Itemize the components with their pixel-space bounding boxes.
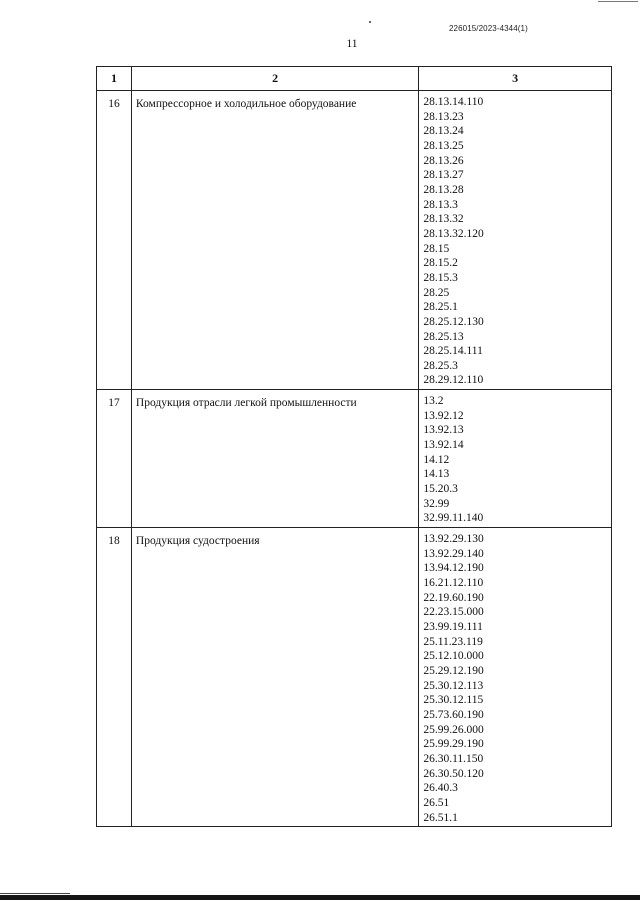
code-item: 28.13.3 — [423, 198, 458, 211]
column-header-3: 3 — [419, 67, 612, 91]
code-item: 23.99.19.111 — [423, 620, 483, 633]
column-header-2: 2 — [131, 67, 418, 91]
codes-table — [96, 66, 612, 827]
code-item: 26.30.11.150 — [423, 752, 484, 765]
row-codes — [419, 390, 612, 528]
column-header-1: 1 — [97, 67, 132, 91]
row-codes — [419, 528, 612, 827]
code-item: 13.92.13 — [423, 424, 464, 437]
row-codes — [419, 91, 612, 390]
code-item: 22.19.60.190 — [423, 591, 484, 604]
code-item: 25.99.26.000 — [423, 723, 484, 736]
row-name: Компрессорное и холодильное оборудование — [131, 91, 418, 390]
table-row — [97, 390, 612, 528]
code-item: 28.13.25 — [423, 139, 464, 152]
code-item: 14.13 — [423, 468, 450, 481]
row-number: 17 — [97, 390, 132, 528]
code-item: 26.51.1 — [423, 811, 458, 824]
code-item: 13.92.14 — [423, 439, 464, 452]
code-item: 28.25.3 — [423, 359, 458, 372]
code-item: 25.99.29.190 — [423, 738, 484, 751]
code-item: 28.25.13 — [423, 330, 464, 343]
table-row — [97, 91, 612, 390]
code-item: 28.13.26 — [423, 154, 464, 167]
table-row — [97, 528, 612, 827]
row-name: Продукция отрасли легкой промышленности — [131, 390, 418, 528]
code-item: 28.13.14.110 — [423, 96, 484, 108]
code-item: 28.13.23 — [423, 110, 464, 123]
code-item: 13.92.29.130 — [423, 533, 484, 546]
code-item: 25.29.12.190 — [423, 664, 484, 677]
scan-footer-bar — [0, 895, 640, 900]
code-item: 28.25 — [423, 286, 450, 299]
code-item: 28.13.24 — [423, 125, 464, 138]
code-item: 28.15 — [423, 242, 450, 255]
code-item: 28.15.3 — [423, 271, 458, 284]
code-item: 25.73.60.190 — [423, 708, 484, 721]
row-name: Продукция судостроения — [131, 528, 418, 827]
code-item: 25.12.10.000 — [423, 650, 484, 663]
code-item: 14.12 — [423, 453, 450, 466]
code-item: 28.25.12.130 — [423, 315, 484, 328]
code-item: 32.99 — [423, 497, 450, 510]
code-item: 26.40.3 — [423, 782, 458, 795]
scan-speck — [369, 21, 371, 23]
code-item: 28.13.28 — [423, 183, 464, 196]
code-item: 25.11.23.119 — [423, 635, 483, 648]
code-item: 13.92.29.140 — [423, 547, 484, 560]
code-item: 26.30.50.120 — [423, 767, 484, 780]
code-item: 28.29.12.110 — [423, 374, 484, 387]
code-item: 28.25.1 — [423, 301, 458, 314]
code-item: 13.92.12 — [423, 409, 464, 422]
code-item: 13.94.12.190 — [423, 562, 484, 575]
document-id: 226015/2023-4344(1) — [449, 24, 528, 33]
code-item: 28.15.2 — [423, 257, 458, 270]
code-item: 22.23.15.000 — [423, 606, 484, 619]
scan-footer-line — [0, 893, 70, 894]
code-item: 26.51 — [423, 796, 450, 809]
code-item: 13.2 — [423, 395, 444, 408]
code-item: 16.21.12.110 — [423, 577, 484, 589]
code-item: 25.30.12.115 — [423, 694, 484, 707]
scan-edge-line — [598, 1, 638, 2]
page-number: 11 — [346, 38, 358, 50]
row-number: 18 — [97, 528, 132, 827]
table-header-row — [97, 67, 612, 91]
code-item: 28.13.32.120 — [423, 227, 484, 240]
code-item: 28.13.27 — [423, 169, 464, 182]
code-item: 32.99.11.140 — [423, 512, 484, 525]
row-number: 16 — [97, 91, 132, 390]
code-item: 28.25.14.111 — [423, 345, 483, 358]
code-item: 15.20.3 — [423, 483, 458, 496]
code-item: 25.30.12.113 — [423, 679, 484, 692]
code-item: 28.13.32 — [423, 213, 464, 226]
